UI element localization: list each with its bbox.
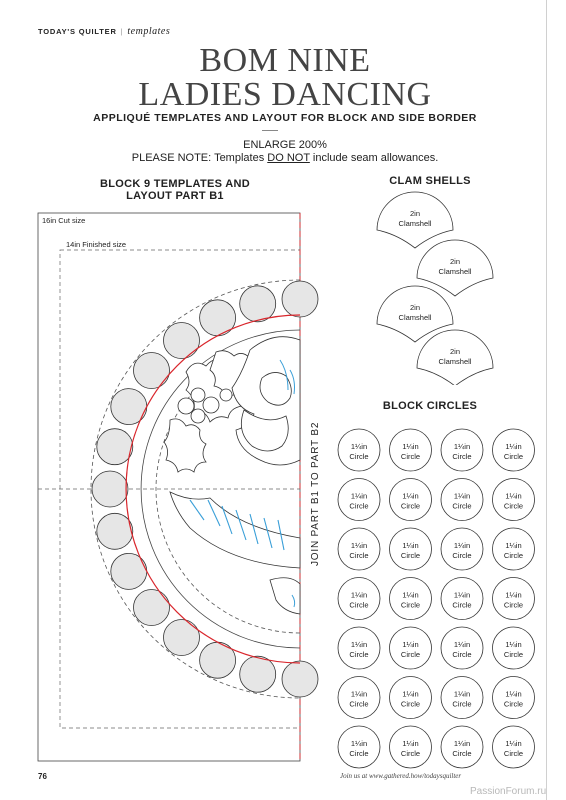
circle-name-label: Circle [400, 600, 421, 610]
circle-name-label: Circle [503, 452, 524, 461]
circle-size-label: 1¼in [402, 590, 419, 600]
circle-name-label: Circle [349, 699, 369, 709]
block-circle-template [338, 578, 380, 620]
block-circle-template [390, 528, 432, 570]
circle-name-label: Circle [452, 501, 472, 511]
circle-name-label: Circle [452, 699, 472, 709]
page-number: 76 [38, 772, 47, 781]
ring-circle [200, 642, 236, 678]
circle-size-label: 1¼in [350, 689, 368, 699]
circle-size-label: 1¼in [402, 491, 419, 501]
clamshell-size-label: 2in [409, 209, 421, 218]
circle-size-label: 1¼in [505, 442, 522, 451]
block-circle-template [338, 429, 380, 471]
ring-circle [97, 429, 133, 465]
circle-size-label: 1¼in [505, 590, 522, 600]
clamshell-template [377, 192, 453, 248]
circle-size-label: 1¼in [402, 442, 419, 451]
block-circle-template [493, 429, 535, 471]
magazine-name: TODAY'S QUILTER [38, 27, 117, 36]
circle-name-label: Circle [503, 600, 524, 610]
clamshell-size-label: 2in [409, 303, 421, 312]
circle-size-label: 1¼in [402, 640, 419, 649]
circle-size-label: 1¼in [350, 739, 368, 748]
block-title-line2: LAYOUT PART B1 [126, 190, 224, 202]
circle-name-label: Circle [503, 551, 524, 560]
circle-size-label: 1¼in [453, 739, 471, 748]
page-title-line1: BOM NINE [199, 42, 371, 79]
note-suffix: include seam allowances. [309, 152, 439, 164]
cut-size-label: 16in Cut size [42, 216, 86, 225]
circle-name-label: Circle [452, 551, 472, 560]
circle-name-label: Circle [503, 650, 524, 659]
circle-size-label: 1¼in [453, 689, 471, 699]
circle-name-label: Circle [400, 551, 421, 560]
circle-size-label: 1¼in [505, 491, 522, 501]
join-label: JOIN PART B1 TO PART B2 [310, 421, 321, 566]
block-circle-template [441, 677, 483, 719]
ring-circle [111, 389, 147, 425]
circle-name-label: Circle [452, 600, 472, 610]
enlarge-instruction: ENLARGE 200% [243, 139, 327, 151]
ring-circle [200, 300, 236, 336]
block-circle-template [338, 528, 380, 570]
block-circle-template [338, 627, 380, 669]
clam-shells-group [360, 190, 510, 385]
block-circles-title: BLOCK CIRCLES [382, 400, 478, 412]
block-circle-template [390, 627, 432, 669]
ring-circle [282, 281, 318, 317]
circle-name-label: Circle [400, 650, 421, 659]
circle-name-label: Circle [452, 749, 472, 758]
block-circle-template [441, 726, 483, 768]
block-circle-template [441, 578, 483, 620]
clamshell-size-label: 2in [449, 347, 461, 356]
clamshell-size-label: 2in [449, 257, 461, 266]
block-circle-template [441, 627, 483, 669]
circle-name-label: Circle [400, 749, 421, 758]
clam-shells-title: CLAM SHELLS [389, 175, 471, 187]
clamshell-template [417, 240, 493, 296]
ring-circle [282, 661, 318, 697]
block-circle-template [441, 528, 483, 570]
ring-circle [240, 656, 276, 692]
block-circle-template [441, 479, 483, 521]
ring-circle [134, 590, 170, 626]
circle-name-label: Circle [452, 452, 472, 461]
circle-size-label: 1¼in [505, 689, 522, 699]
header-separator: | [120, 27, 124, 36]
circle-size-label: 1¼in [402, 541, 419, 550]
block-title-line1: BLOCK 9 TEMPLATES AND [100, 178, 250, 190]
circle-size-label: 1¼in [505, 541, 522, 550]
page-title-line2: LADIES DANCING [138, 76, 432, 113]
block-circle-template [390, 726, 432, 768]
circle-size-label: 1¼in [350, 442, 368, 451]
block-circles-grid [328, 420, 538, 770]
circle-size-label: 1¼in [505, 640, 522, 649]
clamshell-name-label: Clamshell [398, 313, 432, 322]
holly-leaf-lower [164, 419, 206, 472]
circle-size-label: 1¼in [350, 491, 368, 501]
circle-name-label: Circle [349, 600, 369, 610]
circle-size-label: 1¼in [402, 739, 419, 748]
block-circle-template [390, 479, 432, 521]
circle-name-label: Circle [349, 749, 369, 758]
block-circle-template [338, 479, 380, 521]
block-circle-template [390, 578, 432, 620]
footer-note: Join us at www.gathered.how/todaysquilter [340, 772, 462, 780]
clamshell-name-label: Clamshell [438, 357, 472, 366]
circle-name-label: Circle [503, 501, 524, 511]
circle-size-label: 1¼in [402, 689, 419, 699]
circle-name-label: Circle [400, 452, 421, 461]
circle-name-label: Circle [452, 650, 472, 659]
block-circle-template [493, 528, 535, 570]
circle-size-label: 1¼in [350, 590, 368, 600]
circle-size-label: 1¼in [350, 640, 368, 649]
page-subtitle: APPLIQUÉ TEMPLATES AND LAYOUT FOR BLOCK AND SIDE BORDER [93, 112, 477, 124]
circle-size-label: 1¼in [453, 590, 471, 600]
ring-circle [164, 620, 200, 656]
block-circle-template [493, 627, 535, 669]
block-circle-template [493, 479, 535, 521]
block-circle-template [390, 429, 432, 471]
watermark-text: PassionForum.ru [470, 786, 547, 797]
ring-circle [92, 471, 128, 507]
block-circle-template [441, 429, 483, 471]
circle-name-label: Circle [400, 501, 421, 511]
circle-name-label: Circle [349, 650, 369, 659]
figure-foot-shape [270, 578, 300, 614]
circle-size-label: 1¼in [453, 442, 471, 451]
circle-size-label: 1¼in [453, 541, 471, 550]
block-circle-template [390, 677, 432, 719]
finished-size-label: 14in Finished size [66, 240, 127, 249]
ring-circle [240, 286, 276, 322]
clamshell-template [417, 330, 493, 385]
note-emphasis: DO NOT [267, 152, 310, 164]
circle-size-label: 1¼in [453, 491, 471, 501]
block-circle-template [338, 726, 380, 768]
circle-size-label: 1¼in [505, 739, 522, 748]
circle-name-label: Circle [503, 749, 524, 758]
circle-name-label: Circle [349, 551, 369, 560]
circle-size-label: 1¼in [350, 541, 368, 550]
ring-circle [134, 353, 170, 389]
circle-size-label: 1¼in [453, 640, 471, 649]
block-circle-template [338, 677, 380, 719]
clamshell-name-label: Clamshell [438, 267, 472, 276]
circle-name-label: Circle [400, 699, 421, 709]
block-circle-template [493, 677, 535, 719]
section-name: templates [127, 26, 171, 37]
ring-circle [97, 513, 133, 549]
circle-name-label: Circle [349, 501, 369, 511]
ring-circle [111, 553, 147, 589]
ring-circle [164, 323, 200, 359]
circle-name-label: Circle [503, 699, 524, 709]
circle-name-label: Circle [349, 452, 369, 461]
block-circle-template [493, 726, 535, 768]
block-circle-template [493, 578, 535, 620]
note-prefix: PLEASE NOTE: Templates [131, 152, 268, 164]
clamshell-name-label: Clamshell [398, 219, 432, 228]
